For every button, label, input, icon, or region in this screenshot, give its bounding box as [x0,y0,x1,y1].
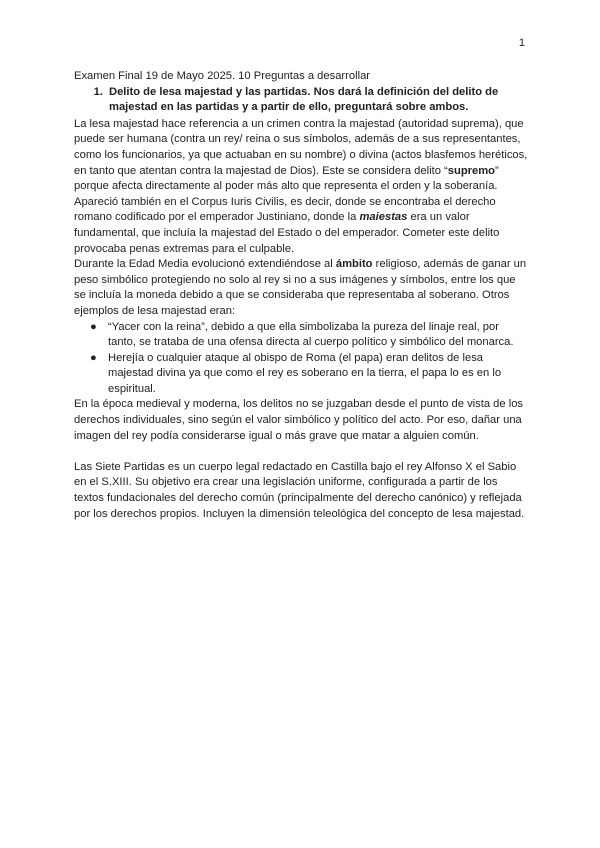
list-item-text: Herejía o cualquier ataque al obispo de Roma (el papa) eran delitos de lesa majestad divina ya que como el rey es soberano en la tierra, el papa lo es en lo espiritual. [108,351,502,395]
list-item [90,320,530,351]
paragraph-corpus-maiestas: maiestas [359,211,408,224]
question-heading [74,85,530,116]
paragraph-definition [74,117,530,195]
examples-list [74,320,530,398]
page-number: 1 [518,37,525,49]
paragraph-corpus-part2: era un valor fundamental, que incluía la majestad del Estado o del emperador. Cometer este delito provocaba penas extremas para el culpable. [74,211,500,255]
bullet-icon: ● [90,351,97,364]
paragraph-medieval-bold: ámbito [335,258,373,271]
paragraph-definition-part1: La lesa majestad hace referencia a un crimen contra la majestad (autoridad suprema), que puede ser humana (contra un rey/ reina o sus símbolos, además de a sus representantes, como los funcionarios, ya que actuaban en su nombre) o divina (actos blasfemos heréticos, en tanto que atentan contra la majestad de Dios). Este se considera delito “ [74,117,528,177]
paragraph-definition-part2: ” porque afecta directamente al poder más alto que representa el orden y la soberanía. [74,164,499,193]
exam-header: Examen Final 19 de Mayo 2025. 10 Preguntas a desarrollar [74,70,371,82]
paragraph-symbolic: En la época medieval y moderna, los delitos no se juzgaban desde el punto de vista de los derechos individuales, sino según el valor simbólico y político del acto. Por eso, dañar una imagen del rey podía considerarse igual o más grave que matar a alguien común. [74,398,524,442]
paragraph-corpus-part1: Apareció también en el Corpus Iuris Civilis, es decir, donde se encontraba el derecho romano codificado por el emperador Justiniano, donde la [74,195,496,224]
document-body [74,69,530,522]
question-number: 1. [93,85,103,98]
paragraph-medieval-part2: religioso, además de ganar un peso simbólico protegiendo no solo al rey si no a sus imágenes y símbolos, entre los que se incluía la moneda debido a que se consideraba que representaba al soberano. Otros ejemplos de lesa majestad eran: [74,258,527,317]
paragraph-corpus [74,195,530,257]
bullet-icon: ● [90,320,97,333]
paragraph-definition-bold: supremo [447,164,496,177]
question-text: Delito de lesa majestad y las partidas. Nos dará la definición del delito de majestad en las partidas y a partir de ello, preguntará sobre ambos. [109,85,499,114]
paragraph-medieval-part1: Durante la Edad Media evolucionó extendiéndose al [74,258,336,271]
list-item [90,351,530,398]
paragraph-medieval [74,257,530,319]
paragraph-gap [74,444,530,460]
paragraph-siete-partidas: Las Siete Partidas es un cuerpo legal redactado en Castilla bajo el rey Alfonso X el Sabio en el S.XIII. Su objetivo era crear una legislación uniforme, configurada a partir de los textos fundacionales del derecho común (principalmente del derecho canónico) y reflejada por los derechos propios. Incluyen la dimensión teleológica del concepto de lesa majestad. [74,460,525,520]
list-item-text: “Yacer con la reina”, debido a que ella simbolizaba la pureza del linaje real, por tanto, se trataba de una ofensa directa al cuerpo político y simbólico del monarca. [108,320,514,349]
